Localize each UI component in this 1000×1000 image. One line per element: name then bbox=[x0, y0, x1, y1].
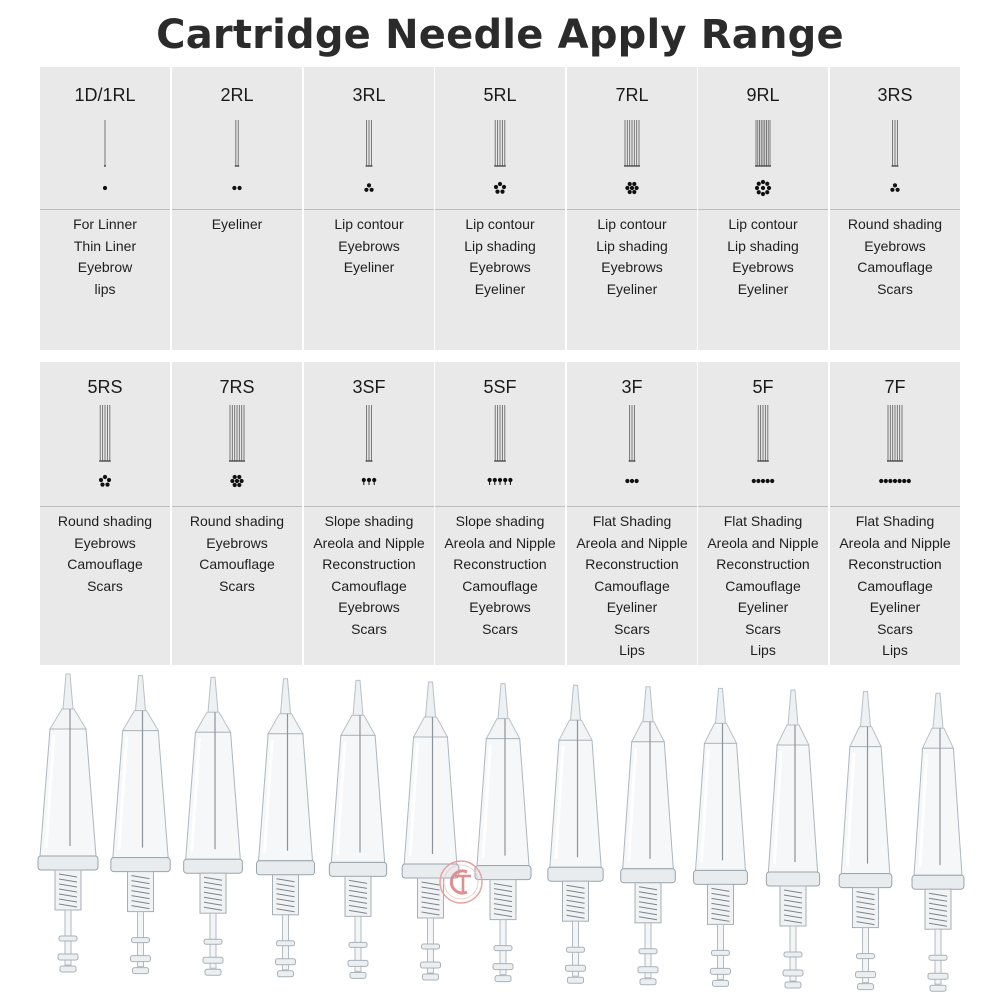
application-item: Reconstruction bbox=[716, 556, 810, 572]
cartridge-9 bbox=[621, 687, 676, 985]
application-list bbox=[830, 214, 960, 300]
cartridge-5 bbox=[329, 680, 386, 978]
application-item: Eyebrows bbox=[601, 259, 663, 275]
needle-cell-7rl bbox=[567, 67, 697, 350]
application-item: Areola and Nipple bbox=[839, 534, 951, 551]
cell-divider bbox=[40, 506, 170, 507]
cartridge-4 bbox=[257, 679, 315, 977]
cell-divider bbox=[830, 506, 960, 507]
needle-cell-1d-1rl bbox=[40, 67, 170, 350]
application-item: Eyebrows bbox=[206, 534, 268, 551]
needle-code: 5SF bbox=[483, 377, 517, 397]
needle-code: 7RL bbox=[615, 85, 649, 105]
application-list bbox=[435, 511, 565, 640]
needle-code: 3F bbox=[621, 377, 643, 397]
cell-divider bbox=[830, 209, 960, 210]
application-item: Scars bbox=[614, 620, 650, 637]
application-list bbox=[172, 511, 302, 597]
application-item: Reconstruction bbox=[848, 556, 942, 572]
needle-cell-2rl bbox=[172, 67, 302, 350]
cartridge-12 bbox=[839, 692, 892, 990]
needle-cell-3f bbox=[567, 362, 697, 665]
needle-configuration-dots bbox=[698, 470, 828, 497]
application-item: Camouflage bbox=[462, 577, 538, 594]
needle-cell-5rl bbox=[435, 67, 565, 350]
needle-code: 7RS bbox=[219, 377, 255, 397]
application-item: Lip shading bbox=[464, 237, 536, 254]
needle-illustration bbox=[172, 118, 302, 175]
cell-divider bbox=[698, 506, 828, 507]
needle-illustration bbox=[567, 403, 697, 470]
application-item: Lip contour bbox=[465, 216, 535, 232]
application-item: Lip contour bbox=[597, 216, 667, 232]
cell-divider bbox=[40, 209, 170, 210]
application-list bbox=[304, 214, 434, 279]
needle-configuration-dots bbox=[830, 177, 960, 204]
application-item: Eyeliner bbox=[869, 599, 921, 615]
needle-illustration bbox=[830, 403, 960, 470]
cartridge-3 bbox=[184, 677, 243, 975]
application-item: Scars bbox=[877, 620, 913, 637]
application-item: For Linner bbox=[73, 216, 137, 232]
application-item: Eyeliner bbox=[606, 599, 658, 615]
application-item: Camouflage bbox=[67, 556, 143, 572]
application-item: Eyebrow bbox=[77, 259, 133, 275]
needle-illustration bbox=[40, 403, 170, 470]
application-item: Lip contour bbox=[334, 216, 404, 232]
needle-code: 5RL bbox=[483, 85, 517, 105]
needle-cell-7f bbox=[830, 362, 960, 665]
needle-configuration-dots bbox=[435, 177, 565, 204]
needle-code: 3SF bbox=[352, 377, 386, 397]
application-item: Eyeliner bbox=[343, 259, 395, 275]
application-item: Flat Shading bbox=[855, 513, 935, 529]
cell-divider bbox=[435, 209, 565, 210]
needle-cell-5f bbox=[698, 362, 828, 665]
cell-divider bbox=[172, 209, 302, 210]
cartridge-1 bbox=[38, 674, 98, 972]
needle-configuration-dots bbox=[830, 470, 960, 497]
cartridge-2 bbox=[111, 676, 170, 974]
cell-divider bbox=[304, 209, 434, 210]
application-item: Camouflage bbox=[857, 259, 933, 275]
needle-illustration bbox=[304, 403, 434, 470]
needle-illustration bbox=[435, 403, 565, 470]
application-item: Lips bbox=[882, 642, 908, 658]
application-item: Slope shading bbox=[455, 513, 545, 529]
needle-cell-3rl bbox=[304, 67, 434, 350]
application-list bbox=[698, 511, 828, 662]
application-item: Areola and Nipple bbox=[576, 534, 688, 551]
application-list bbox=[698, 214, 828, 300]
application-item: Scars bbox=[745, 620, 781, 637]
needle-configuration-dots bbox=[435, 470, 565, 497]
cell-divider bbox=[567, 209, 697, 210]
needle-configuration-dots bbox=[304, 470, 434, 497]
needle-configuration-dots bbox=[172, 470, 302, 497]
needle-configuration-dots bbox=[567, 177, 697, 204]
needle-illustration bbox=[172, 403, 302, 470]
application-item: Eyeliner bbox=[211, 216, 263, 232]
application-item: Round shading bbox=[189, 513, 285, 529]
application-item: Slope shading bbox=[324, 513, 414, 529]
needle-configuration-dots bbox=[698, 177, 828, 204]
cell-divider bbox=[567, 506, 697, 507]
needle-configuration-dots bbox=[40, 470, 170, 497]
application-list bbox=[304, 511, 434, 640]
page-title: Cartridge Needle Apply Range bbox=[156, 12, 844, 58]
application-item: Reconstruction bbox=[322, 556, 416, 572]
needle-cell-7rs bbox=[172, 362, 302, 665]
application-item: Eyeliner bbox=[606, 280, 658, 297]
needle-configuration-dots bbox=[40, 177, 170, 204]
application-item: Scars bbox=[87, 577, 123, 594]
cartridge-7 bbox=[475, 684, 531, 982]
application-list bbox=[830, 511, 960, 662]
application-item: Eyebrows bbox=[338, 237, 400, 254]
needle-illustration bbox=[435, 118, 565, 175]
cartridge-11 bbox=[766, 690, 819, 988]
needle-illustration bbox=[304, 118, 434, 175]
application-item: Camouflage bbox=[594, 577, 670, 594]
application-item: Areola and Nipple bbox=[313, 534, 425, 551]
application-list bbox=[172, 214, 302, 236]
application-item: Eyebrows bbox=[338, 599, 400, 615]
application-item: Scars bbox=[351, 620, 387, 637]
application-item: Eyebrows bbox=[74, 534, 136, 551]
application-item: Camouflage bbox=[857, 577, 933, 594]
needle-code: 5RS bbox=[87, 377, 123, 397]
application-item: Round shading bbox=[57, 513, 153, 529]
application-item: Lips bbox=[619, 642, 645, 658]
application-item: Eyebrows bbox=[469, 599, 531, 615]
application-item: lips bbox=[94, 280, 116, 297]
needle-cell-3rs bbox=[830, 67, 960, 350]
application-item: Reconstruction bbox=[453, 556, 547, 572]
cell-divider bbox=[435, 506, 565, 507]
cell-divider bbox=[304, 506, 434, 507]
application-item: Lip shading bbox=[596, 237, 668, 254]
application-item: Areola and Nipple bbox=[707, 534, 819, 551]
needle-illustration bbox=[40, 118, 170, 175]
application-item: Reconstruction bbox=[585, 556, 679, 572]
needle-illustration bbox=[830, 118, 960, 175]
needle-cell-5rs bbox=[40, 362, 170, 665]
application-list bbox=[567, 214, 697, 300]
application-item: Eyebrows bbox=[469, 259, 531, 275]
application-item: Eyeliner bbox=[737, 599, 789, 615]
needle-code: 1D/1RL bbox=[74, 85, 136, 105]
cartridge-photos bbox=[30, 670, 970, 995]
application-item: Thin Liner bbox=[73, 237, 137, 254]
needle-illustration bbox=[698, 118, 828, 175]
application-item: Flat Shading bbox=[723, 513, 803, 529]
needle-illustration bbox=[698, 403, 828, 470]
needle-cell-3sf bbox=[304, 362, 434, 665]
application-item: Eyebrows bbox=[732, 259, 794, 275]
cell-divider bbox=[698, 209, 828, 210]
application-list bbox=[435, 214, 565, 300]
cell-divider bbox=[172, 506, 302, 507]
application-item: Flat Shading bbox=[592, 513, 672, 529]
cartridge-6 bbox=[402, 682, 459, 980]
application-item: Lips bbox=[750, 642, 776, 658]
needle-code: 5F bbox=[752, 377, 774, 397]
application-item: Eyeliner bbox=[474, 280, 526, 297]
application-item: Lip shading bbox=[727, 237, 799, 254]
application-list bbox=[567, 511, 697, 662]
application-item: Areola and Nipple bbox=[444, 534, 556, 551]
needle-code: 2RL bbox=[220, 85, 254, 105]
cartridge-8 bbox=[548, 685, 603, 983]
application-item: Scars bbox=[219, 577, 255, 594]
cartridge-10 bbox=[694, 688, 748, 986]
needle-cell-5sf bbox=[435, 362, 565, 665]
brand-logo bbox=[437, 858, 485, 906]
needle-code: 7F bbox=[884, 377, 906, 397]
needle-configuration-dots bbox=[304, 177, 434, 204]
application-item: Scars bbox=[877, 280, 913, 297]
application-list bbox=[40, 511, 170, 597]
needle-cell-9rl bbox=[698, 67, 828, 350]
application-item: Camouflage bbox=[725, 577, 801, 594]
needle-code: 9RL bbox=[746, 85, 780, 105]
needle-code: 3RL bbox=[352, 85, 386, 105]
application-item: Round shading bbox=[847, 216, 943, 232]
application-item: Lip contour bbox=[728, 216, 798, 232]
application-item: Camouflage bbox=[199, 556, 275, 572]
application-item: Camouflage bbox=[331, 577, 407, 594]
application-item: Eyebrows bbox=[864, 237, 926, 254]
needle-configuration-dots bbox=[567, 470, 697, 497]
needle-code: 3RS bbox=[877, 85, 913, 105]
application-item: Eyeliner bbox=[737, 280, 789, 297]
needle-configuration-dots bbox=[172, 177, 302, 204]
needle-illustration bbox=[567, 118, 697, 175]
application-item: Scars bbox=[482, 620, 518, 637]
application-list bbox=[40, 214, 170, 300]
cartridge-13 bbox=[912, 693, 964, 991]
